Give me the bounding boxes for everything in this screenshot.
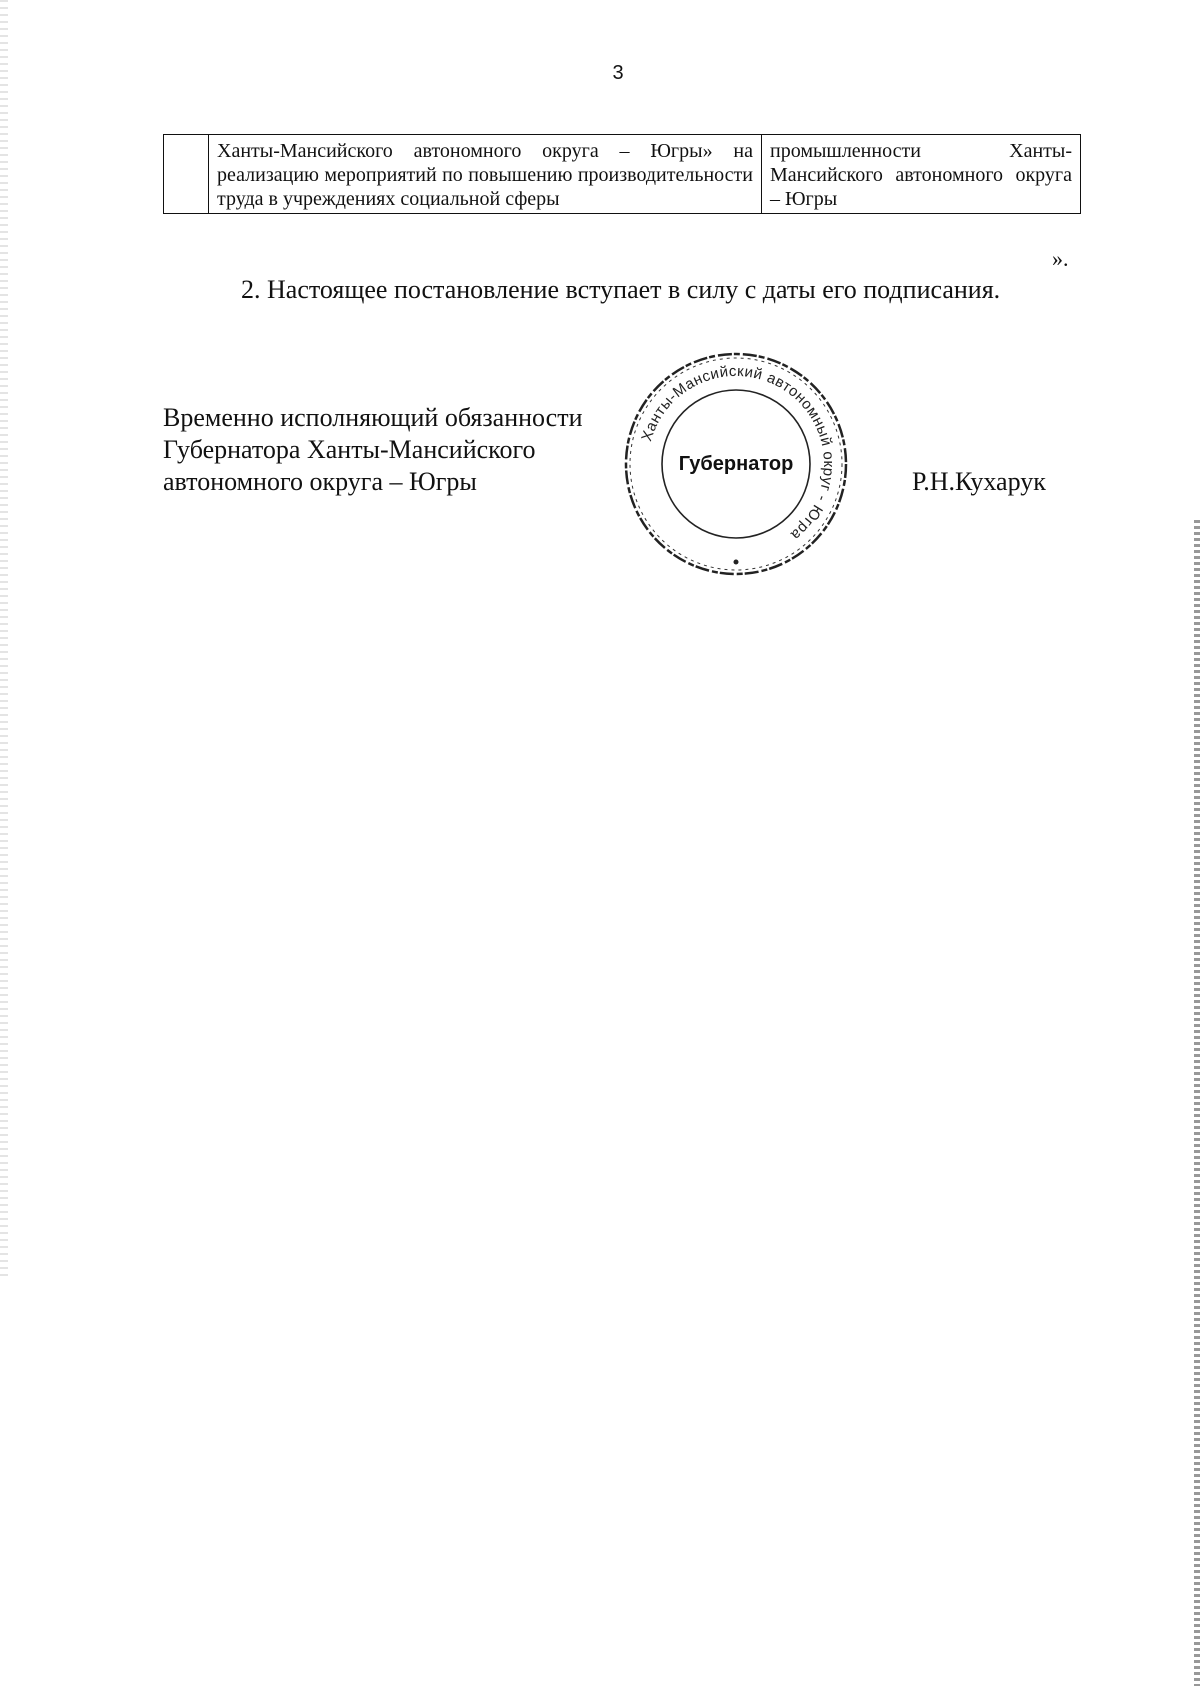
- position-line-1: Временно исполняющий обязанности: [163, 403, 583, 432]
- page-number: 3: [612, 62, 624, 84]
- signatory-position: [163, 402, 583, 498]
- paragraph-2: 2. Настоящее постановление вступает в силу с даты его подписания.: [241, 275, 1001, 304]
- continuation-table: [163, 134, 1081, 214]
- table-cell-measure: Ханты-Мансийского автономного округа – Югры» на реализацию мероприятий по повышению производительности труда в учреждениях социальной сферы: [209, 135, 762, 214]
- position-line-3: автономного округа – Югры: [163, 467, 477, 496]
- governor-stamp: [622, 350, 850, 578]
- scan-edge-right: [1194, 520, 1200, 1686]
- table-cell-responsible: промышленности Ханты-Мансийского автономного округа – Югры: [762, 135, 1081, 214]
- signer-name: Р.Н.Кухарук: [912, 467, 1046, 496]
- closing-quote-mark: ».: [1052, 246, 1069, 271]
- scan-edge-left: [0, 0, 8, 1280]
- stamp-ring-text: Ханты-Мансийский автономный округ - Югра: [638, 362, 838, 544]
- stamp-center-text: Губернатор: [678, 453, 794, 475]
- table-cell-number: [164, 135, 209, 214]
- table-row: [164, 135, 1081, 214]
- position-line-2: Губернатора Ханты-Мансийского: [163, 435, 536, 464]
